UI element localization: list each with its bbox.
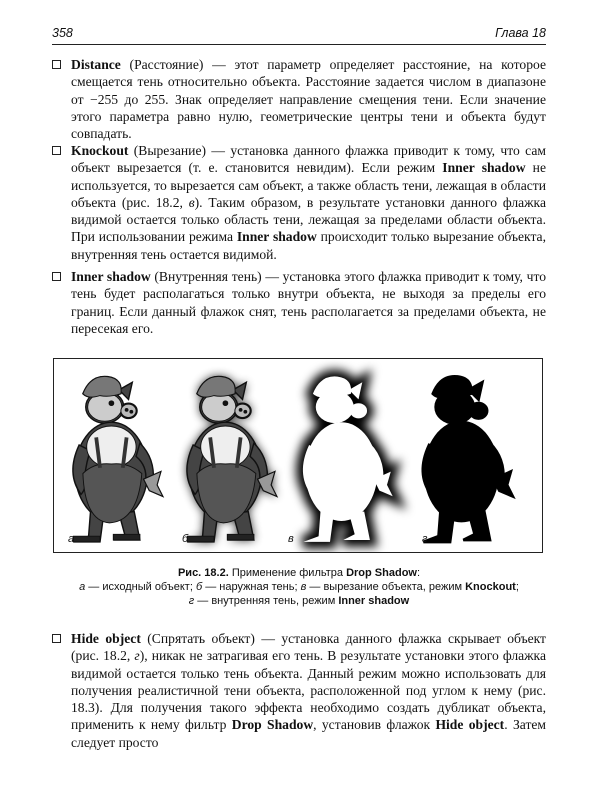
caption-text-v: — вырезание объекта, режим (306, 581, 466, 593)
caption-filter-name: Drop Shadow (346, 567, 417, 579)
caption-text-a: — исходный объект; (85, 581, 196, 593)
checkbox-bullet-icon (52, 146, 61, 155)
caption-text-g: — внутренняя тень, режим (194, 595, 339, 607)
term-inner-shadow: Inner shadow (442, 160, 526, 176)
figure-label-g: г (422, 533, 428, 545)
figure-label-b: б (182, 533, 189, 545)
figure-illustration (54, 359, 542, 552)
term-inner-shadow: Inner shadow (236, 229, 317, 245)
list-item-knockout (52, 142, 546, 263)
list-item-inner-shadow (52, 268, 546, 337)
chapter-title: Глава 18 (495, 26, 546, 40)
pig-outer-shadow-image (187, 376, 277, 541)
knockout-text-3: ). Таким образом, в результате установки данного флажка видимой остается только область тени, лежащая за пределами области объекта. При использовании режима (71, 194, 546, 245)
page-number: 358 (52, 26, 73, 40)
caption-label-b: б (195, 581, 203, 593)
figure-ref: в (188, 194, 195, 210)
term-knockout: Knockout (71, 143, 129, 158)
inner-shadow-description: (Внутренняя тень) — установка этого флажка приводит к тому, что тень будет располагаться только внутри объекта, не выходя за пределы его границ. Если данный флажок снят, тень располагается за пределами объекта, не пересекая его. (71, 269, 547, 336)
page-header (52, 24, 546, 45)
hide-object-text-2: ), никак не затрагивая его тень. В результате установки этого флажка видимой остается только тень объекта. Данный режим можно использовать для получения реалистичной тени объекта, расположенной под углом к нему (рис. 18.3). Для получения такого эффекта необходимо создать дубликат объекта, применить к нему фильтр (71, 648, 546, 733)
caption-knockout: Knockout (465, 581, 516, 593)
knockout-text-4: происходит только вырезание объекта, внутренняя тень остается видимой. (71, 229, 546, 262)
term-distance: Distance (71, 57, 121, 72)
pig-inner-shadow-image (423, 376, 513, 541)
term-drop-shadow: Drop Shadow (231, 717, 314, 733)
term-hide-object: Hide object (71, 631, 141, 646)
caption-number: Рис. 18.2. (177, 567, 229, 579)
caption-semicolon: ; (515, 581, 519, 593)
caption-inner-shadow: Inner shadow (338, 595, 410, 607)
term-inner-shadow: Inner shadow (71, 269, 151, 284)
figure-label-v: в (288, 533, 294, 545)
distance-description: (Расстояние) — этот параметр определяет расстояние, на которое смещается тень относительно объекта. Расстояние задается числом в диапазоне от −255 до 255. Знак определяет направление смещения тени. Если значение этого параметра равно нулю, геометрические центры тени и объекта будут совпадать. (71, 57, 546, 142)
hide-object-text-1: (Спрятать объект) — установка данного флажка скрывает объект (рис. 18.2, (71, 631, 546, 664)
checkbox-bullet-icon (52, 272, 61, 281)
pig-knockout-image (303, 376, 393, 541)
caption-label-v: в (300, 581, 307, 593)
list-item-distance (52, 56, 546, 142)
caption-label-a: а (79, 581, 86, 593)
checkbox-bullet-icon (52, 634, 61, 643)
caption-text-b: — наружная тень; (202, 581, 301, 593)
checkbox-bullet-icon (52, 60, 61, 69)
hide-object-text-4: . Затем следует просто (71, 717, 547, 750)
caption-colon: : (416, 567, 421, 579)
figure-ref: г (134, 648, 140, 664)
hide-object-text-3: , установив флажок (313, 717, 436, 733)
term-hide-object: Hide object (435, 717, 505, 733)
caption-title: Применение фильтра (228, 567, 347, 579)
pig-original-image (73, 376, 163, 541)
list-item-hide-object (52, 630, 546, 751)
figure-18-2 (53, 358, 543, 553)
knockout-text-2: не используется, то вырезается сам объект, а также область тени, лежащая в области объекта (рис. 18.2, (71, 160, 546, 210)
figure-label-a: а (68, 533, 75, 545)
figure-caption (52, 566, 546, 608)
knockout-text-1: (Вырезание) — установка данного флажка приводит к тому, что сам объект вырезается (т. е. становится невидим). Если режим (71, 143, 546, 176)
caption-label-g: г (188, 595, 195, 607)
